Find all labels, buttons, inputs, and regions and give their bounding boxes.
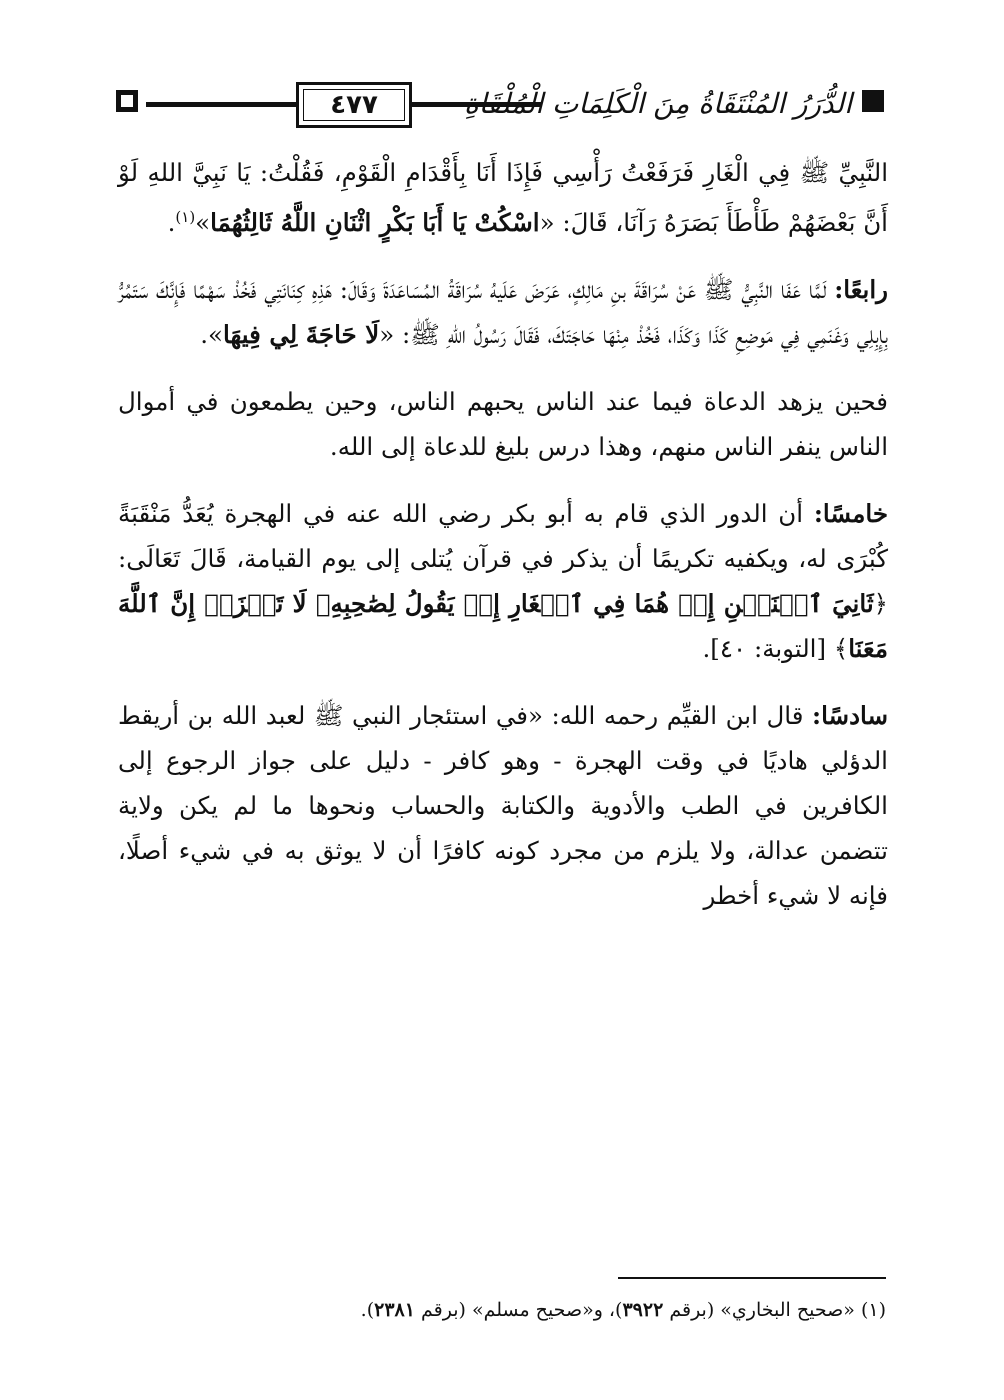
paragraph-text: فحين يزهد الدعاة فيما عند الناس يحبهم الناس، وحين يطمعون في أموال الناس ينفر الناس منهم، وهذا درس بليغ للدعاة إلى الله. xyxy=(118,387,888,462)
footnote-ref[interactable]: (١) xyxy=(175,208,196,226)
footnote-source-2: )، و«صحيح مسلم» (برقم xyxy=(421,1299,623,1321)
paragraph-3 xyxy=(118,379,888,469)
paragraph-lead: سادسًا: xyxy=(812,701,888,731)
footnote-hadith-number-1: ٣٩٢٢ xyxy=(622,1299,664,1321)
paragraph-tail: ». xyxy=(200,320,223,350)
paragraph-tail: . xyxy=(167,208,176,238)
footnote-separator xyxy=(618,1277,886,1279)
paragraph-text: أن الدور الذي قام به أبو بكر رضي الله عنه في الهجرة يُعَدُّ مَنْقَبَةً كُبْرَى له، ويكفيه تكريمًا أن يذكر في قرآن يُتلى إلى يوم القيامة، قَالَ تَعَالَى: ﴿ xyxy=(118,499,888,619)
paragraph-1: النَّبِيِّ ﷺ فِي الْغَارِ فَرَفَعْتُ رَأْسِي فَإِذَا أَنَا بِأَقْدَامِ الْقَوْمِ، فَقُلْتُ: يَا نَبِيَّ اللهِ لَوْ أَنَّ بَعْضَهُمْ طَأْطَأَ بَصَرَهُ رَآنَا، قَالَ: «اسْكُتْ يَا أَبَا بَكْرٍ اثْنَانِ اللَّهُ ثَالِثُهُمَا»$^{(١)}$. xyxy=(118,158,888,238)
paragraph-lead: خامسًا: xyxy=(813,499,888,529)
paragraph-2 xyxy=(118,267,888,357)
running-header xyxy=(112,78,884,132)
body-text xyxy=(118,150,888,940)
paragraph-4 xyxy=(118,491,888,671)
paragraph-tail: ﴾ [التوبة: ٤٠]. xyxy=(702,634,849,664)
ornament-rule-left xyxy=(146,102,296,107)
footnote-number: (١) xyxy=(860,1299,886,1321)
paragraph-text: النَّبِيِّ ﷺ فِي الْغَارِ فَرَفَعْتُ رَأْسِي فَإِذَا أَنَا بِأَقْدَامِ الْقَوْمِ، فَقُلْتُ: يَا نَبِيَّ اللهِ لَوْ أَنَّ بَعْضَهُمْ طَأْطَأَ بَصَرَهُ رَآنَا، قَالَ: xyxy=(118,158,888,238)
footnote-end: ). xyxy=(360,1299,375,1321)
footnote-source-1: «صحيح البخاري» (برقم xyxy=(669,1299,855,1321)
page-number-frame xyxy=(296,82,412,128)
paragraph-text: قال ابن القيِّم رحمه الله: «في استئجار النبي ﷺ لعبد الله بن أريقط الدؤلي هاديًا في وقت الهجرة - وهو كافر - دليل على جواز الرجوع إلى الكافرين في الطب والأدوية والكتابة والحساب ونحوها ما لم يكن ولاية تتضمن عدالة، ولا يلزم من مجرد كونه كافرًا أن لا يوثق به في شيء أصلًا، فإنه لا شيء أخطر xyxy=(118,701,888,911)
ornament-square-filled xyxy=(862,90,884,112)
page-number: ٤٧٧ xyxy=(330,90,378,120)
footnote xyxy=(116,1295,886,1325)
paragraph-text: لَمَّا عَفَا النَّبِيُّ ﷺ عَنْ سُرَاقَةَ بنِ مَالِكٍ، عَرَضَ عَلَيهُ سُرَاقَةُ المُسَاعَدَةَ وَقَالَ: هَذِهِ كِنَانَتِي فَخُذْ سَهْمًا فَإِنَّكَ سَتَمُرُّ بِإِبِلِي وَغَنَمِي فِي مَوضِعِ كَذَا وَكَذَا، فَخُذْ مِنْهَا حَاجَتَكَ، فَقَالَ رَسُولُ اللهِ ﷺ: « xyxy=(118,275,888,350)
hadith-quote: لَا حَاجَةَ لِي فِيهَا xyxy=(222,320,380,350)
quran-quote: ثَانِيَ ٱثۡنَيۡنِ إِذۡ هُمَا فِي ٱلۡغَارِ إِذۡ يَقُولُ لِصَٰحِبِهِۦ لَا تَحۡزَنۡ إِنَّ ٱللَّهَ مَعَنَا xyxy=(118,589,888,664)
hadith-quote: اسْكُتْ يَا أَبَا بَكْرٍ اثْنَانِ اللَّهُ ثَالِثُهُمَا xyxy=(210,208,540,238)
paragraph-lead: رابعًا: xyxy=(834,275,888,305)
paragraph-5 xyxy=(118,693,888,918)
book-title: الدُّرَرُ المُنْتَقَاةُ مِنَ الْكَلِمَاتِ الْمُلْقَاةِ xyxy=(464,87,852,120)
ornament-square-open xyxy=(116,90,138,112)
footnote-hadith-number-2: ٢٣٨١ xyxy=(374,1299,415,1321)
